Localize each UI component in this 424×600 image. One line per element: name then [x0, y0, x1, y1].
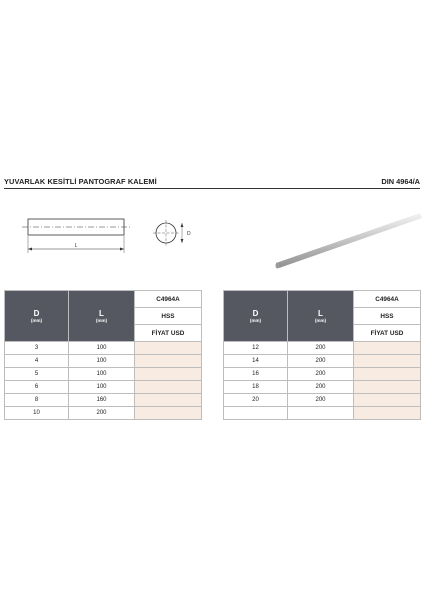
table-row: 20 200	[224, 394, 421, 407]
col-l-header: L (mm)	[69, 291, 135, 342]
page-title: YUVARLAK KESİTLİ PANTOGRAF KALEMİ	[4, 177, 157, 186]
rod-end-view	[153, 220, 191, 246]
size-table-left	[4, 290, 202, 420]
table-row: 10 200	[5, 407, 202, 420]
material-header: HSS	[135, 308, 202, 325]
table-row: 16 200	[224, 368, 421, 381]
rod-side-view	[22, 219, 130, 253]
code-header: C4964A	[135, 291, 202, 308]
table-row: 5 100	[5, 368, 202, 381]
header-row	[4, 176, 420, 189]
diameter-label: D	[187, 231, 191, 237]
table-row: 6 100	[5, 381, 202, 394]
col-d-header: D (mm)	[5, 291, 69, 342]
col-l-header: L (mm)	[288, 291, 354, 342]
table-row: 14 200	[224, 355, 421, 368]
table-row: 8 160	[5, 394, 202, 407]
table-row	[224, 407, 421, 420]
table-row: 18 200	[224, 381, 421, 394]
table-row: 3 100	[5, 342, 202, 355]
price-header: FİYAT USD	[135, 325, 202, 342]
size-table-right	[223, 290, 421, 420]
technical-drawing	[0, 200, 424, 275]
length-label: L	[74, 243, 78, 249]
table-row: 4 100	[5, 355, 202, 368]
col-d-header: D (mm)	[224, 291, 288, 342]
price-header: FİYAT USD	[354, 325, 421, 342]
table-row: 12 200	[224, 342, 421, 355]
material-header: HSS	[354, 308, 421, 325]
rod-photo	[276, 213, 423, 269]
code-header: C4964A	[354, 291, 421, 308]
din-standard: DIN 4964/A	[381, 177, 420, 186]
